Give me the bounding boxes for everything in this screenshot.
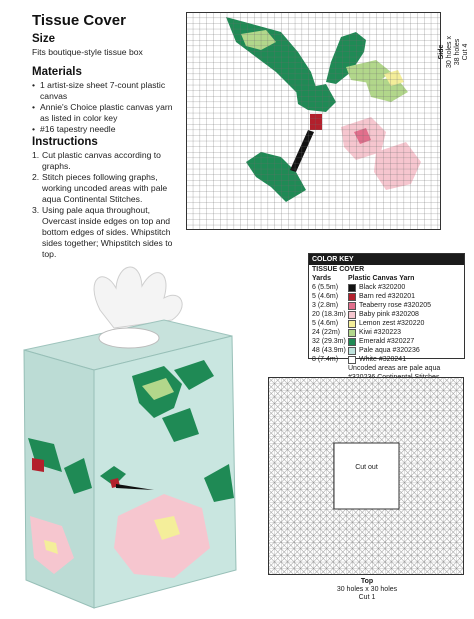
size-text: Fits boutique-style tissue box bbox=[32, 47, 143, 57]
top-graph-dims: 30 holes x 30 holes bbox=[336, 586, 398, 593]
step-text: Using pale aqua throughout, Overcast inside edges on top and bottom edges of sides. Whipstitch sides together; Whipstitch sides to top. bbox=[42, 205, 173, 259]
color-key bbox=[308, 253, 465, 372]
color-key-row bbox=[309, 310, 464, 319]
swatch-icon bbox=[348, 311, 356, 319]
size-heading: Size bbox=[32, 33, 56, 45]
yarn-name: Lemon zest #320220 bbox=[359, 320, 425, 327]
yarn-name: White #320241 bbox=[359, 356, 407, 363]
color-key-row bbox=[309, 292, 464, 301]
instruction-step bbox=[32, 172, 182, 205]
step-text: Cut plastic canvas according to graphs. bbox=[42, 150, 161, 171]
color-key-row bbox=[309, 283, 464, 292]
instruction-step bbox=[32, 150, 182, 172]
color-key-row bbox=[309, 355, 464, 364]
yards: 3 (2.8m) bbox=[312, 302, 339, 309]
swatch-icon bbox=[348, 284, 356, 292]
yarn-name: Emerald #320227 bbox=[359, 338, 415, 345]
color-key-subheading: TISSUE COVER bbox=[312, 266, 365, 273]
swatch-icon bbox=[348, 347, 356, 355]
instructions-list bbox=[32, 150, 182, 260]
yards: 5 (4.6m) bbox=[312, 293, 339, 300]
swatch-icon bbox=[348, 338, 356, 346]
swatch-icon bbox=[348, 320, 356, 328]
yarn-name: Black #320200 bbox=[359, 284, 406, 291]
top-graph bbox=[268, 377, 464, 575]
cutout-area bbox=[334, 443, 399, 509]
yards: 32 (29.3m) bbox=[312, 338, 346, 345]
materials-item: • #16 tapestry needle bbox=[32, 124, 182, 135]
yarn-name: Kiwi #320223 bbox=[359, 329, 402, 336]
instruction-step bbox=[32, 205, 182, 260]
swatch-icon bbox=[348, 302, 356, 310]
materials-item: • 1 artist-size sheet 7-count plastic canvas bbox=[32, 80, 182, 102]
yards: 5 (4.6m) bbox=[312, 320, 339, 327]
step-number: 1. bbox=[32, 150, 40, 160]
yarn-name: Teaberry rose #320205 bbox=[359, 302, 431, 309]
box-top-opening bbox=[99, 328, 159, 348]
color-key-row bbox=[309, 301, 464, 310]
color-key-row bbox=[309, 328, 464, 337]
color-key-row bbox=[309, 337, 464, 346]
tissue-cover-photo bbox=[14, 258, 266, 614]
top-graph-caption bbox=[300, 578, 434, 602]
materials-heading: Materials bbox=[32, 66, 82, 78]
side-graph bbox=[186, 12, 441, 230]
color-key-row bbox=[309, 319, 464, 328]
uncoded-note: Uncoded areas are pale aqua bbox=[348, 365, 441, 372]
col-yards: Yards bbox=[312, 275, 332, 282]
yards: 20 (18.3m) bbox=[312, 311, 346, 318]
swatch-icon bbox=[348, 356, 356, 364]
materials-list bbox=[32, 80, 182, 135]
yards: 6 (5.5m) bbox=[312, 284, 339, 291]
yarn-name: Baby pink #320208 bbox=[359, 311, 419, 318]
yarn-name: Barn red #320201 bbox=[359, 293, 416, 300]
swatch-icon bbox=[348, 293, 356, 301]
pattern-title: Tissue Cover bbox=[32, 12, 126, 29]
color-key-row bbox=[309, 346, 464, 355]
top-graph-title: Top bbox=[360, 578, 374, 585]
side-graph-caption bbox=[438, 32, 470, 72]
col-yarn: Plastic Canvas Yarn bbox=[348, 275, 415, 282]
instructions-heading: Instructions bbox=[32, 136, 98, 148]
swatch-icon bbox=[348, 329, 356, 337]
yards: 48 (43.9m) bbox=[312, 347, 346, 354]
yards: 8 (7.4m) bbox=[312, 356, 339, 363]
step-number: 3. bbox=[32, 205, 40, 215]
step-text: Stitch pieces following graphs, working uncoded areas with pale aqua Continental Stitches. bbox=[42, 172, 168, 204]
step-number: 2. bbox=[32, 172, 40, 182]
color-key-heading: COLOR KEY bbox=[309, 254, 464, 265]
side-graph-title: Side bbox=[438, 44, 445, 60]
tissue-icon bbox=[94, 267, 182, 328]
materials-item: • Annie's Choice plastic canvas yarn as listed in color key bbox=[32, 102, 182, 124]
side-graph-cut: Cut 4 bbox=[462, 43, 469, 61]
cutout-label: Cut out bbox=[355, 464, 378, 471]
top-graph-cut: Cut 1 bbox=[358, 594, 376, 601]
side-graph-dims: 30 holes x 38 holes bbox=[446, 36, 461, 68]
yarn-name: Pale aqua #320236 bbox=[359, 347, 420, 354]
yards: 24 (22m) bbox=[312, 329, 341, 336]
